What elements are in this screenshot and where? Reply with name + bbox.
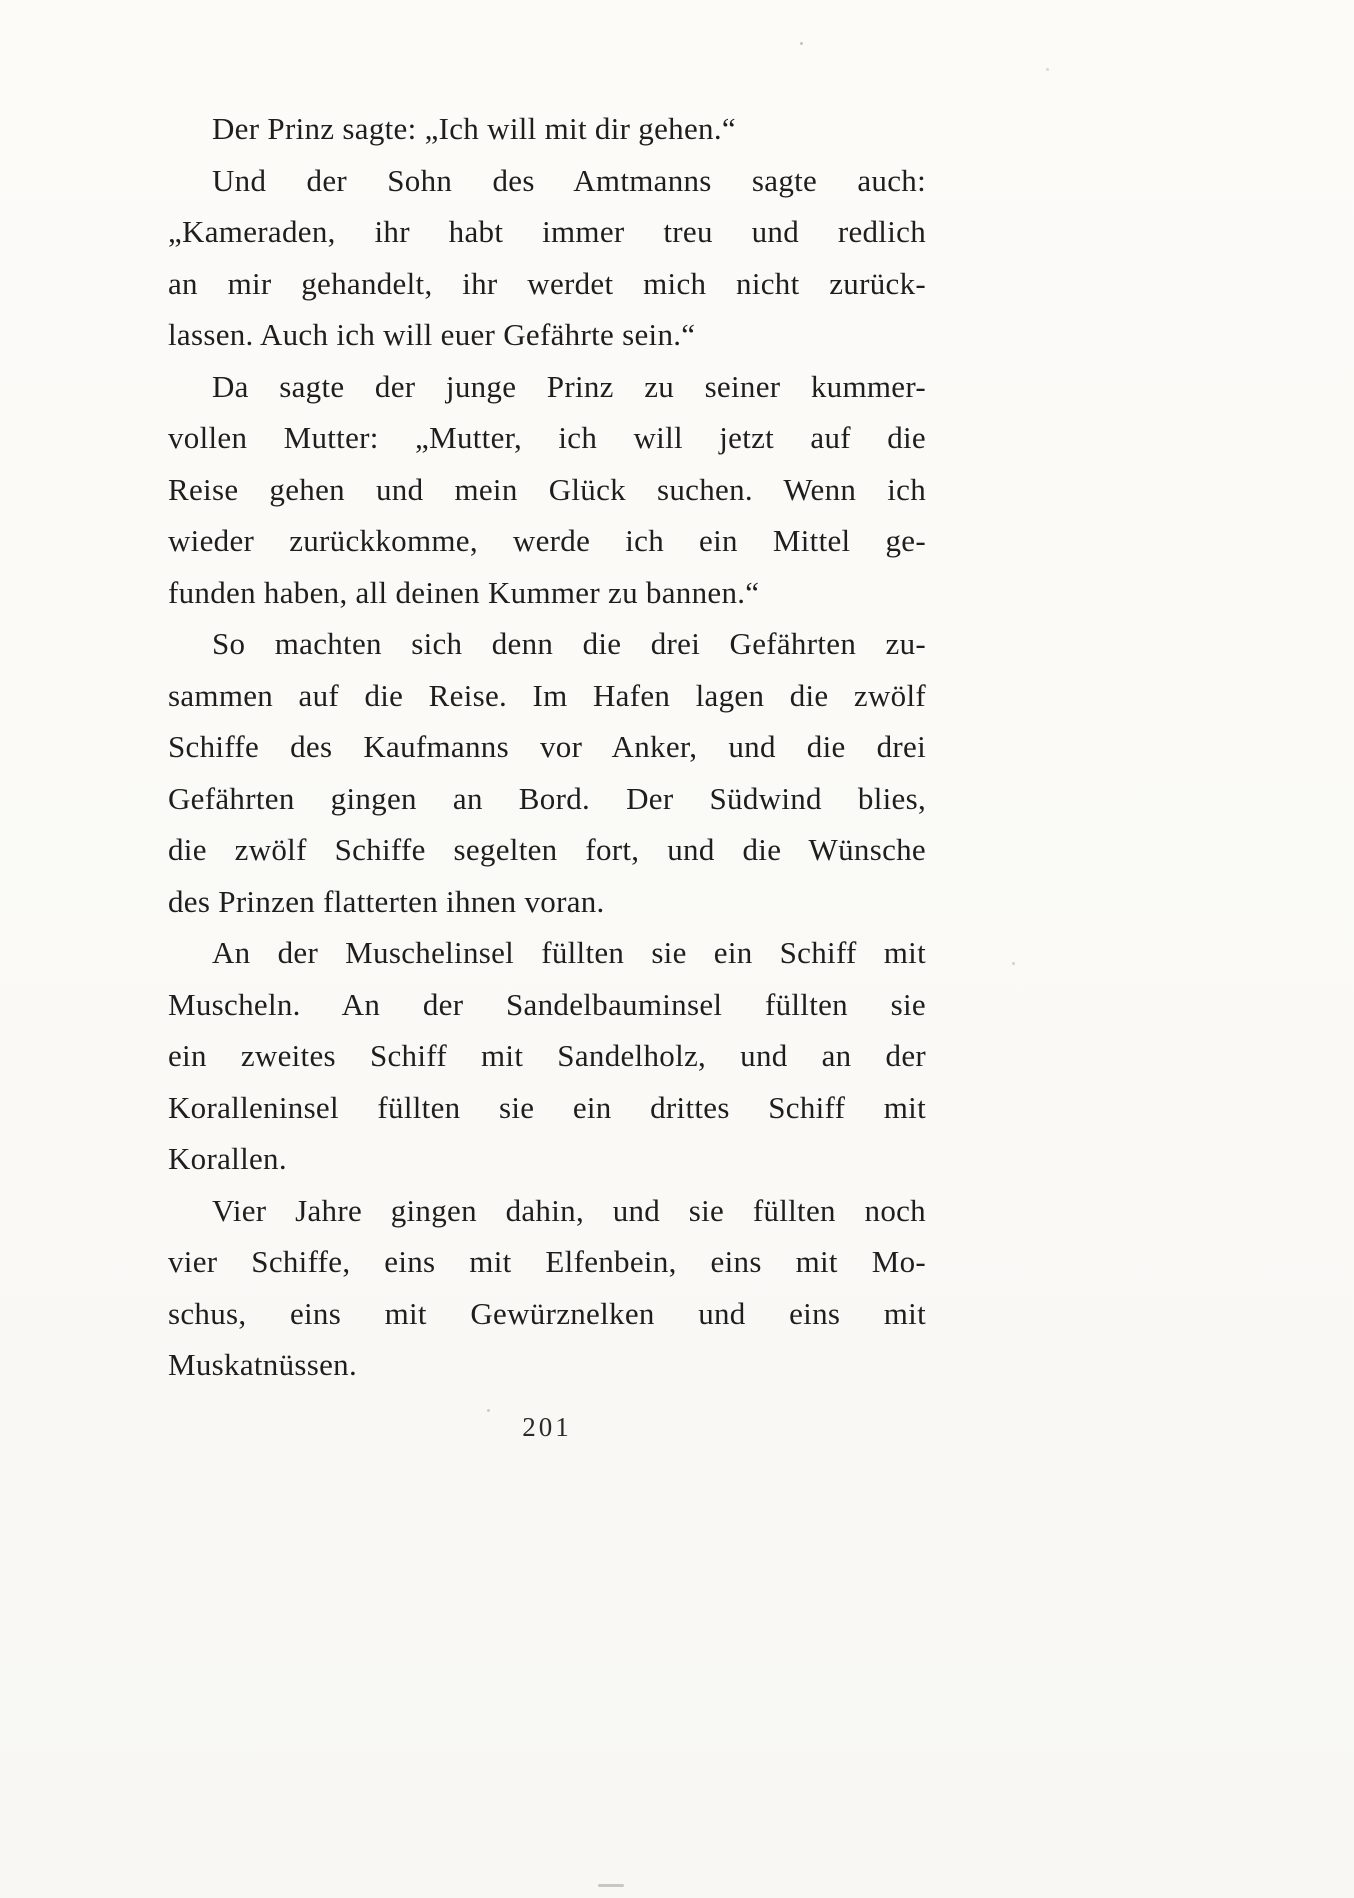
text-line: So machten sich denn die drei Gefährten zu- bbox=[212, 626, 926, 661]
scan-speck bbox=[1012, 962, 1015, 965]
text-line: sammen auf die Reise. Im Hafen lagen die zwölf bbox=[168, 677, 926, 713]
paragraph bbox=[168, 103, 926, 155]
scan-speck bbox=[487, 1409, 490, 1412]
text-line: lassen. Auch ich will euer Gefährte sein.“ bbox=[168, 317, 696, 352]
text-line: vier Schiffe, eins mit Elfenbein, eins mit Mo- bbox=[168, 1244, 926, 1279]
text-line: Korallen. bbox=[168, 1141, 287, 1176]
text-line: wieder zurückkomme, werde ich ein Mittel ge- bbox=[168, 523, 926, 558]
text-line: Muskatnüssen. bbox=[168, 1347, 358, 1382]
text-line: Reise gehen und mein Glück suchen. Wenn ich bbox=[168, 471, 926, 507]
text-line: ein zweites Schiff mit Sandelholz, und an der bbox=[168, 1038, 926, 1073]
text-line: „Kameraden, ihr habt immer treu und redlich bbox=[168, 214, 926, 249]
scan-speck bbox=[800, 42, 803, 45]
text-line: An der Muschelinsel füllten sie ein Schiff mit bbox=[212, 935, 926, 970]
text-line: an mir gehandelt, ihr werdet mich nicht zurück- bbox=[168, 265, 926, 301]
text-line: Da sagte der junge Prinz zu seiner kummer- bbox=[212, 368, 926, 404]
text-line: Muscheln. An der Sandelbauminsel füllten sie bbox=[168, 986, 926, 1022]
text-line: funden haben, all deinen Kummer zu bannen.“ bbox=[168, 574, 760, 610]
text-line: Schiffe des Kaufmanns vor Anker, und die drei bbox=[168, 729, 926, 764]
text-line: vollen Mutter: „Mutter, ich will jetzt auf die bbox=[168, 420, 926, 455]
text-line: Und der Sohn des Amtmanns sagte auch: bbox=[212, 162, 926, 198]
text-line: Der Prinz sagte: „Ich will mit dir gehen.“ bbox=[212, 111, 736, 146]
text-line: Vier Jahre gingen dahin, und sie füllten noch bbox=[212, 1192, 926, 1228]
paragraph bbox=[168, 361, 926, 619]
text-line: des Prinzen flatterten ihnen voran. bbox=[168, 883, 605, 919]
text-line: Koralleninsel füllten sie ein drittes Schiff mit bbox=[168, 1089, 926, 1125]
scan-speck bbox=[1046, 68, 1049, 71]
scan-speck bbox=[598, 1884, 624, 1887]
paragraph bbox=[168, 155, 926, 361]
paragraph bbox=[168, 927, 926, 1185]
paragraph bbox=[168, 618, 926, 927]
text-line: schus, eins mit Gewürznelken und eins mit bbox=[168, 1295, 926, 1331]
page-number: 201 bbox=[522, 1412, 572, 1442]
text-line: die zwölf Schiffe segelten fort, und die Wünsche bbox=[168, 832, 926, 867]
paragraph bbox=[168, 1185, 926, 1391]
text-block bbox=[168, 103, 926, 1391]
text-line: Gefährten gingen an Bord. Der Südwind blies, bbox=[168, 780, 926, 816]
